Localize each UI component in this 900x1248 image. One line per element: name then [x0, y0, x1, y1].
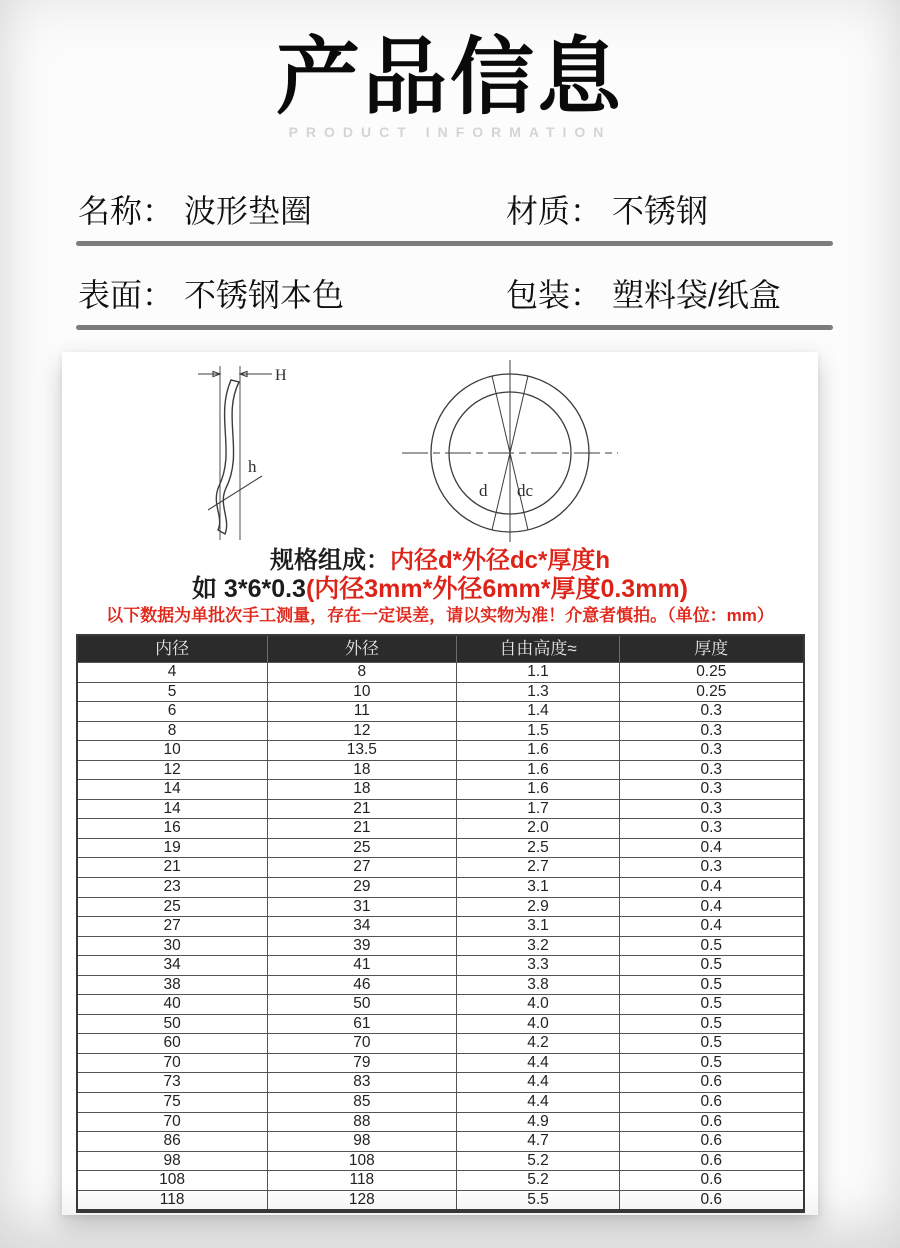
table-cell: 30	[163, 936, 181, 954]
table-cell: 19	[163, 838, 181, 856]
table-cell: 60	[163, 1034, 181, 1052]
table-cell: 6	[167, 702, 177, 720]
table-cell: 0.3	[619, 819, 802, 838]
table-row	[78, 701, 803, 721]
table-cell: 39	[267, 937, 456, 956]
table-cell: 50	[163, 1014, 181, 1032]
table-row	[78, 779, 803, 799]
table-cell: 98	[267, 1132, 456, 1151]
table-row	[78, 936, 803, 956]
table-cell: 2.0	[456, 819, 619, 838]
table-cell: 70	[163, 1053, 181, 1071]
table-cell: 4	[167, 663, 177, 680]
table-cell: 1.5	[456, 722, 619, 741]
table-cell: 86	[163, 1132, 181, 1150]
table-cell: 4.4	[456, 1093, 619, 1112]
table-cell: 25	[267, 839, 456, 858]
table-cell: 1.1	[456, 663, 619, 682]
table-cell: 29	[267, 878, 456, 897]
table-cell: 0.3	[619, 780, 802, 799]
attribute-value: 不锈钢本色	[184, 277, 345, 313]
table-cell: 70	[163, 1112, 181, 1130]
table-row	[78, 1072, 803, 1092]
size-table	[76, 634, 805, 1213]
table-cell: 12	[267, 722, 456, 741]
table-row	[78, 877, 803, 897]
column-header: 厚度	[619, 636, 802, 662]
table-cell: 108	[159, 1171, 186, 1189]
spec-example-prefix: 如 3*6*0.3	[191, 575, 306, 603]
table-cell: 0.6	[619, 1093, 802, 1112]
table-cell: 4.0	[456, 1015, 619, 1034]
attribute-row-1	[78, 186, 840, 232]
table-cell: 8	[167, 721, 177, 739]
spec-label: 规格组成：	[269, 547, 390, 574]
measurement-disclaimer: 以下数据为单批次手工测量，存在一定误差，请以实物为准！介意者慎拍。（单位：mm）	[106, 606, 774, 625]
attribute-value: 不锈钢	[612, 193, 709, 229]
table-cell: 50	[267, 995, 456, 1014]
table-row	[78, 760, 803, 780]
spec-example-line	[62, 575, 818, 603]
table-cell: 0.4	[619, 878, 802, 897]
table-row	[78, 1112, 803, 1132]
table-cell: 4.2	[456, 1034, 619, 1053]
column-header: 自由高度≈	[456, 636, 619, 662]
table-cell: 34	[163, 956, 181, 974]
table-cell: 2.9	[456, 898, 619, 917]
table-cell: 98	[163, 1151, 181, 1169]
attribute-row-2	[78, 270, 840, 316]
table-cell: 13.5	[267, 741, 456, 760]
table-cell: 0.3	[619, 741, 802, 760]
table-cell: 0.6	[619, 1113, 802, 1132]
table-cell: 118	[267, 1171, 456, 1190]
table-cell: 0.25	[619, 683, 802, 702]
table-cell: 14	[163, 780, 181, 798]
column-header: 外径	[267, 636, 456, 662]
table-cell: 2.7	[456, 858, 619, 877]
divider-line	[76, 325, 833, 330]
table-row	[78, 682, 803, 702]
table-cell: 21	[267, 819, 456, 838]
table-cell: 4.0	[456, 995, 619, 1014]
table-cell: 0.6	[619, 1152, 802, 1171]
table-row	[78, 916, 803, 936]
table-cell: 0.3	[619, 800, 802, 819]
page-subtitle: PRODUCT INFORMATION	[288, 124, 612, 141]
table-row	[78, 1014, 803, 1034]
table-row	[78, 1131, 803, 1151]
table-cell: 40	[163, 995, 181, 1013]
table-cell: 25	[163, 897, 181, 915]
table-cell: 18	[267, 761, 456, 780]
table-cell: 41	[267, 956, 456, 975]
table-row	[78, 1053, 803, 1073]
table-cell: 21	[267, 800, 456, 819]
table-cell: 73	[163, 1073, 181, 1091]
table-cell: 34	[267, 917, 456, 936]
table-cell: 0.5	[619, 1034, 802, 1053]
table-row	[78, 799, 803, 819]
table-cell: 3.3	[456, 956, 619, 975]
table-cell: 31	[267, 898, 456, 917]
table-cell: 70	[267, 1034, 456, 1053]
washer-side-view	[198, 366, 272, 540]
diagram-area	[62, 352, 818, 546]
divider-line	[76, 241, 833, 246]
table-cell: 21	[163, 858, 181, 876]
table-cell: 2.5	[456, 839, 619, 858]
table-cell: 4.4	[456, 1054, 619, 1073]
table-cell: 0.4	[619, 839, 802, 858]
column-header: 内径	[155, 639, 190, 658]
table-cell: 61	[267, 1015, 456, 1034]
table-cell: 38	[163, 975, 181, 993]
table-row	[78, 838, 803, 858]
wave-washer-diagram	[180, 358, 700, 544]
table-cell: 12	[163, 760, 181, 778]
table-cell: 3.8	[456, 976, 619, 995]
table-row	[78, 1190, 803, 1210]
table-cell: 128	[267, 1191, 456, 1210]
table-cell: 118	[159, 1190, 185, 1208]
spec-composition-line	[62, 547, 818, 575]
table-cell: 46	[267, 976, 456, 995]
table-row	[78, 975, 803, 995]
table-cell: 85	[267, 1093, 456, 1112]
table-cell: 4.9	[456, 1113, 619, 1132]
table-cell: 0.5	[619, 1054, 802, 1073]
label-h: h	[248, 457, 257, 476]
table-cell: 10	[163, 741, 181, 759]
page-title: 产品信息	[275, 30, 624, 124]
table-cell: 1.3	[456, 683, 619, 702]
table-cell: 79	[267, 1054, 456, 1073]
spec-formula: 内径d*外径dc*厚度h	[389, 547, 610, 574]
table-cell: 0.25	[619, 663, 802, 682]
table-cell: 5	[167, 682, 177, 700]
attribute-value: 塑料袋/纸盒	[612, 277, 781, 313]
table-cell: 23	[163, 878, 181, 896]
table-cell: 0.6	[619, 1171, 802, 1190]
table-cell: 27	[267, 858, 456, 877]
table-cell: 4.4	[456, 1073, 619, 1092]
table-cell: 8	[267, 663, 456, 682]
attribute-value: 波形垫圈	[184, 193, 313, 229]
table-cell: 0.6	[619, 1132, 802, 1151]
table-cell: 1.7	[456, 800, 619, 819]
page-header	[0, 30, 900, 140]
table-row	[78, 662, 803, 682]
table-cell: 4.7	[456, 1132, 619, 1151]
attribute-surface	[78, 270, 506, 316]
label-H: H	[275, 367, 287, 384]
attribute-label: 表面：	[78, 277, 175, 313]
table-cell: 1.6	[456, 780, 619, 799]
table-cell: 10	[267, 683, 456, 702]
table-cell: 0.3	[619, 858, 802, 877]
table-cell: 5.2	[456, 1152, 619, 1171]
table-cell: 0.6	[619, 1191, 802, 1210]
table-row	[78, 740, 803, 760]
table-cell: 5.5	[456, 1191, 619, 1210]
table-cell: 0.4	[619, 917, 802, 936]
attribute-label: 名称：	[78, 193, 175, 229]
table-cell: 27	[163, 917, 181, 935]
table-cell: 0.5	[619, 995, 802, 1014]
attribute-packaging	[506, 270, 781, 316]
attribute-material	[506, 186, 708, 232]
table-cell: 0.5	[619, 976, 802, 995]
table-row	[78, 1033, 803, 1053]
table-cell: 14	[163, 799, 181, 817]
table-cell: 0.5	[619, 937, 802, 956]
table-cell: 75	[163, 1093, 181, 1111]
product-spec-card	[62, 352, 818, 1215]
table-cell: 18	[267, 780, 456, 799]
table-cell: 11	[267, 702, 456, 721]
table-cell: 1.6	[456, 761, 619, 780]
table-body	[78, 662, 803, 1209]
table-cell: 16	[163, 819, 181, 837]
washer-front-view	[402, 360, 618, 542]
table-cell: 3.2	[456, 937, 619, 956]
table-header-row	[78, 636, 803, 662]
spec-example-detail: (内径3mm*外径6mm*厚度0.3mm)	[305, 575, 688, 603]
table-cell: 83	[267, 1073, 456, 1092]
table-cell: 0.5	[619, 1015, 802, 1034]
table-cell: 0.3	[619, 761, 802, 780]
table-row	[78, 955, 803, 975]
table-cell: 0.3	[619, 702, 802, 721]
table-row	[78, 857, 803, 877]
table-cell: 5.2	[456, 1171, 619, 1190]
table-cell: 0.6	[619, 1073, 802, 1092]
label-dc: dc	[517, 481, 534, 500]
table-row	[78, 1170, 803, 1190]
table-cell: 1.4	[456, 702, 619, 721]
table-row	[78, 897, 803, 917]
table-cell: 0.3	[619, 722, 802, 741]
table-row	[78, 1151, 803, 1171]
table-cell: 88	[267, 1113, 456, 1132]
table-cell: 0.4	[619, 898, 802, 917]
label-d: d	[479, 481, 488, 500]
table-cell: 108	[267, 1152, 456, 1171]
table-row	[78, 721, 803, 741]
table-cell: 3.1	[456, 878, 619, 897]
table-row	[78, 994, 803, 1014]
table-row	[78, 1092, 803, 1112]
table-row	[78, 818, 803, 838]
attribute-label: 包装：	[506, 277, 603, 313]
attribute-name	[78, 186, 506, 232]
table-cell: 3.1	[456, 917, 619, 936]
attribute-label: 材质：	[506, 193, 603, 229]
table-cell: 0.5	[619, 956, 802, 975]
table-cell: 1.6	[456, 741, 619, 760]
